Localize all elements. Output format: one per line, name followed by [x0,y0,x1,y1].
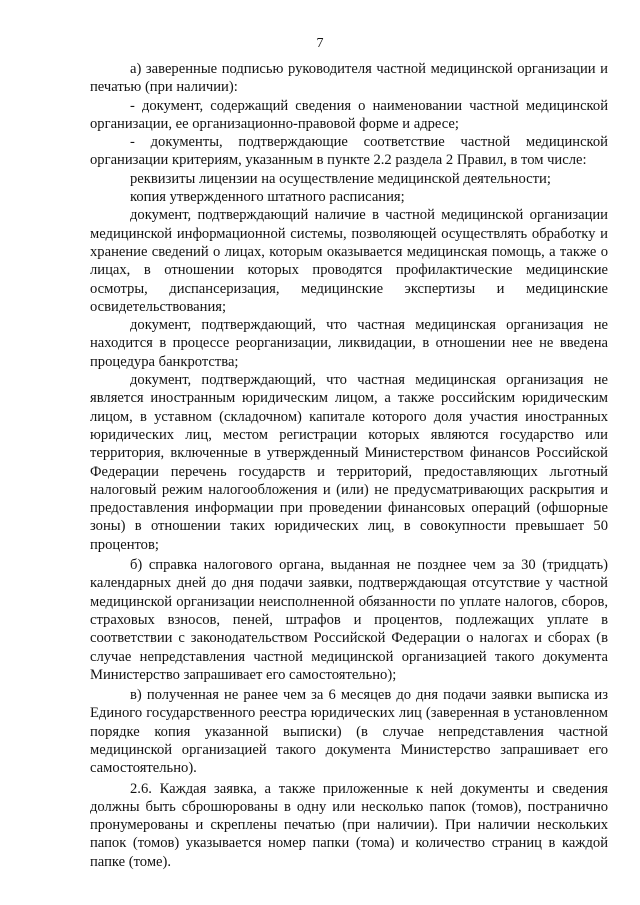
paragraph-a-intro: а) заверенные подписью руководителя частной медицинской организации и печатью (при наличии): [90,61,608,96]
paragraph-no-reorganization: документ, подтверждающий, что частная медицинская организация не находится в процессе реорганизации, ликвидации, в отношении нее не введена процедура банкротства; [90,317,608,370]
paragraph-b-tax-certificate: б) справка налогового органа, выданная не позднее чем за 30 (тридцать) календарных дней до дня подачи заявки, подтверждающая отсутствие у частной медицинской организации неисполненной обязанности по уплате налогов, сборов, страховых взносов, пеней, штрафов и процентов, подлежащих уплате в соответствии с законодательством Российской Федерации о налогах и сборах (в случае непредставления частной медицинской организацией такого документа Министерство запрашивает его самостоятельно); [90,557,608,683]
paragraph-item-name-document: - документ, содержащий сведения о наименовании частной медицинской организации, ее организационно-правовой форме и адресе; [90,97,608,132]
page-number: 7 [316,36,324,51]
document-body [90,60,608,871]
paragraph-item-criteria-documents: - документы, подтверждающие соответствие частной медицинской организации критериям, указанным в пункте 2.2 раздела 2 Правил, в том числе: [90,134,608,169]
paragraph-not-foreign-entity: документ, подтверждающий, что частная медицинская организация не является иностранным юридическим лицом, а также российским юридическим лицом, в уставном (складочном) капитале которого доля участия иностранных юридических лиц, местом регистрации которых являются государство или территория, включенные в утвержденный Министерством финансов Российской Федерации перечень государств и территорий, предоставляющих льготный налоговый режим налогообложения и (или) не предусматривающих раскрытия и предоставления информации при проведении финансовых операций (офшорные зоны) в отношении таких юридических лиц, в совокупности превышает 50 процентов; [90,372,608,553]
paragraph-license-details: реквизиты лицензии на осуществление медицинской деятельности; [130,170,551,187]
paragraph-c-registry-extract: в) полученная не ранее чем за 6 месяцев до дня подачи заявки выписка из Единого государственного реестра юридических лиц (заверенная в установленном порядке копия указанной выписки) (в случае непредставления частной медицинской организацией такого документа Министерство запрашивает его самостоятельно). [90,687,608,777]
paragraph-2-6-binding: 2.6. Каждая заявка, а также приложенные к ней документы и сведения должны быть сброшюрованы в одну или несколько папок (томов), постранично пронумерованы и скреплены печатью (при наличии). При наличии нескольких папок (томов) указывается номер папки (тома) и количество страниц в каждой папке (томе). [90,780,608,870]
paragraph-staff-schedule: копия утвержденного штатного расписания; [130,189,405,206]
paragraph-info-system: документ, подтверждающий наличие в частной медицинской организации медицинской информационной системы, позволяющей осуществлять обработку и хранение сведений о лицах, которым оказывается медицинская помощь, а также о лицах, в отношении которых проводятся профилактические медицинские осмотры, диспансеризация, медицинские экспертизы и медицинские освидетельствования; [90,207,608,315]
